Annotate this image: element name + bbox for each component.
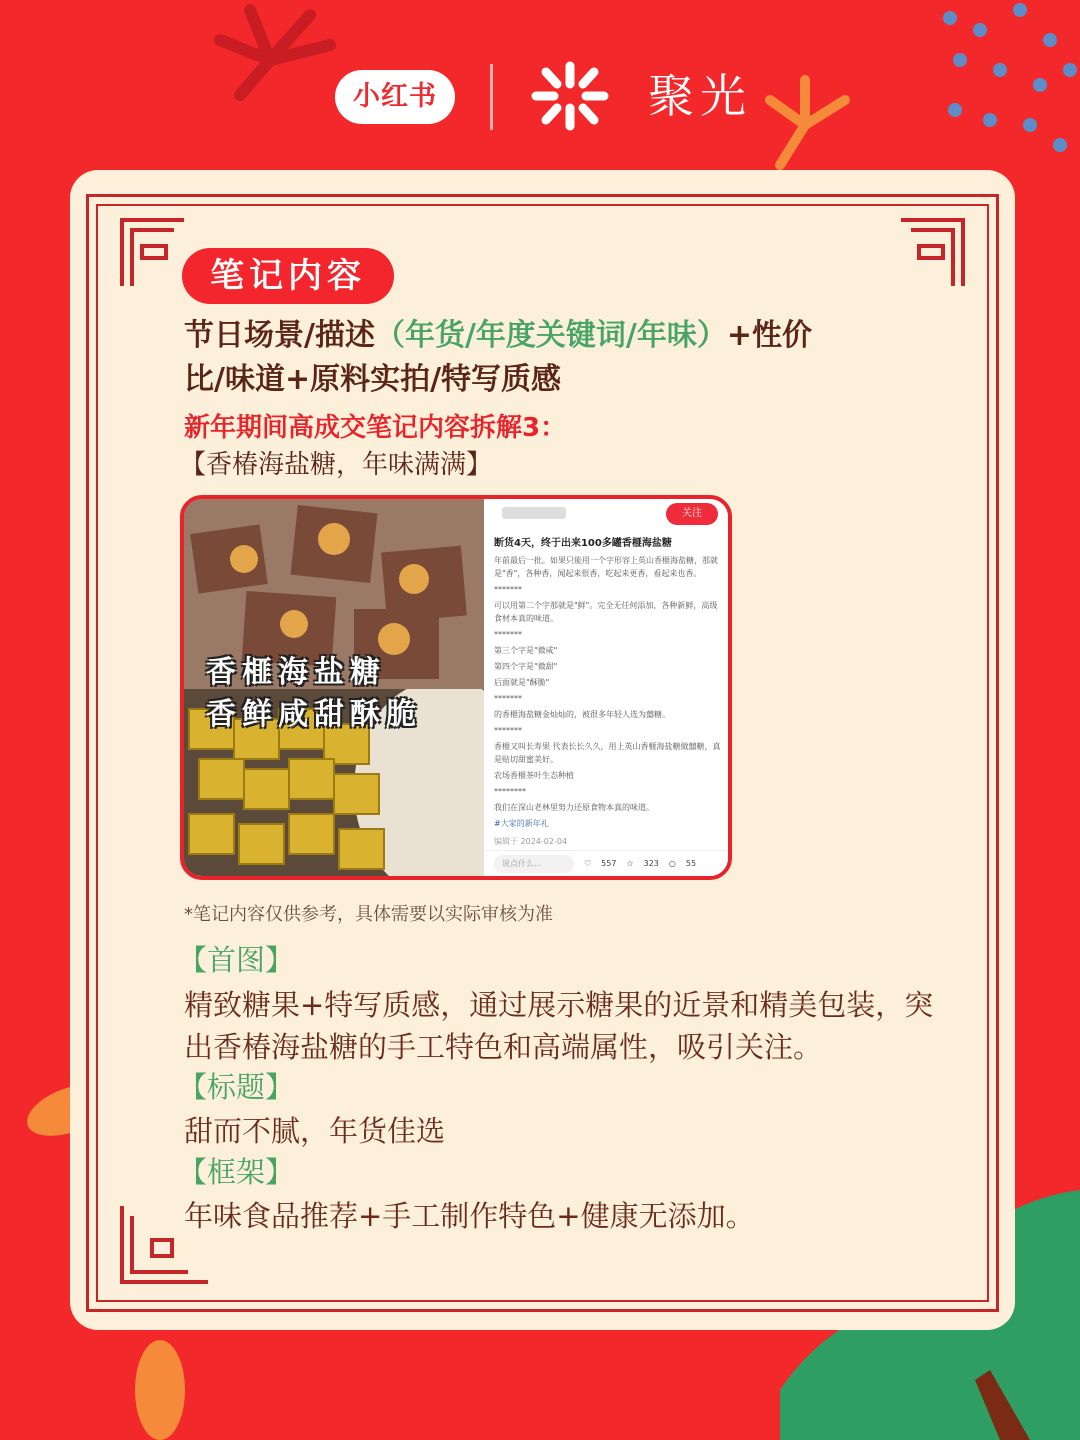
brand-header <box>0 58 1080 138</box>
cover-overlay-line1: 香榧海盐糖 <box>206 655 386 690</box>
post-body-line: 第四个字是"微甜" <box>494 662 558 671</box>
post-body-line: 第三个字是"微咸" <box>494 646 558 655</box>
star-icon[interactable]: ☆ <box>626 859 634 868</box>
post-body-line: 香榧又叫长寿果 代表长长久久，用上英山香榧海盐糖做囍糖，真是贴切甜蜜美好。 <box>494 742 721 764</box>
post-body-line: ******* <box>494 726 522 735</box>
xiaohongshu-logo: 小红书 <box>335 70 455 124</box>
post-header <box>494 499 722 527</box>
comment-count: 55 <box>685 859 697 868</box>
post-body-line: 农场香榧茶叶生态种植 <box>494 771 574 780</box>
header-divider <box>490 64 493 130</box>
star-count: 323 <box>643 859 659 868</box>
headline-keywords: （年货/年度关键词/年味） <box>374 318 727 353</box>
post-body-line: ******* <box>494 694 522 703</box>
post-body-line: 我们在深山老林里努力还原食物本真的味道。 <box>494 803 654 812</box>
post-body-line: 可以用第二个字那就是"鲜"。完全无任何添加，各种新鲜，高级食材本真的味道。 <box>494 601 718 623</box>
cover-label: 【首图】 <box>178 943 295 977</box>
corner-ornament-icon <box>118 216 188 286</box>
title-label: 【标题】 <box>178 1070 295 1104</box>
cover-description: 精致糖果+特写质感，通过展示糖果的近景和精美包装，突出香椿海盐糖的手工特色和高端属性，吸引关注。 <box>184 988 934 1064</box>
comment-input[interactable]: 说点什么... <box>494 855 574 873</box>
section-label: 笔记内容 <box>182 248 394 304</box>
title-description: 甜而不腻，年货佳选 <box>184 1114 446 1148</box>
framework-description: 年味食品推荐+手工制作特色+健康无添加。 <box>184 1199 755 1233</box>
disclaimer: *笔记内容仅供参考，具体需要以实际审核为准 <box>184 904 553 925</box>
note-post-panel <box>484 499 732 876</box>
framework-label: 【框架】 <box>178 1155 295 1189</box>
note-cover-image <box>184 499 484 876</box>
headline-line2: 比/味道+原料实拍/特写质感 <box>184 362 562 397</box>
case-title: 【香椿海盐糖，年味满满】 <box>180 450 493 480</box>
like-icon[interactable]: ♡ <box>584 859 592 868</box>
corner-ornament-icon <box>897 216 967 286</box>
note-screenshot <box>180 495 732 880</box>
spark-logo-icon <box>530 60 610 132</box>
content-card <box>70 170 1015 1330</box>
post-body-line: ******* <box>494 585 522 594</box>
post-body-line: 年前最后一批。如果只能用一个字形容上英山香榧海盐糖，那就是"香"，各种香，闻起来很香，吃起来更香，看起来也香。 <box>494 556 718 578</box>
post-body <box>494 554 722 814</box>
post-title: 断货4天，终于出来100多罐香榧海盐糖 <box>494 538 672 549</box>
headline-part1: 节日场景/描述 <box>184 318 375 353</box>
post-body-line: 后面就是"酥脆" <box>494 678 550 687</box>
post-tag[interactable]: #大家的新年礼 <box>494 819 549 828</box>
avatar <box>502 507 566 519</box>
comment-icon[interactable]: ○ <box>668 859 676 868</box>
post-body-line: 的香榧海盐糖金灿灿的，被很多年轻人选为囍糖。 <box>494 710 670 719</box>
brand-name: 聚光 <box>648 69 752 123</box>
post-date: 编辑于 2024-02-04 <box>494 837 568 846</box>
subheading: 新年期间高成交笔记内容拆解3： <box>184 413 567 443</box>
post-body-line: ******* <box>494 630 522 639</box>
headline <box>184 314 904 402</box>
post-tag-line <box>494 817 722 830</box>
like-count: 557 <box>601 859 617 868</box>
follow-button[interactable]: 关注 <box>666 503 718 525</box>
cover-overlay-line2: 香鲜咸甜酥脆 <box>206 697 422 732</box>
post-action-bar <box>484 850 732 876</box>
headline-part2: +性价 <box>726 318 813 353</box>
post-body-line: ******** <box>494 787 526 796</box>
